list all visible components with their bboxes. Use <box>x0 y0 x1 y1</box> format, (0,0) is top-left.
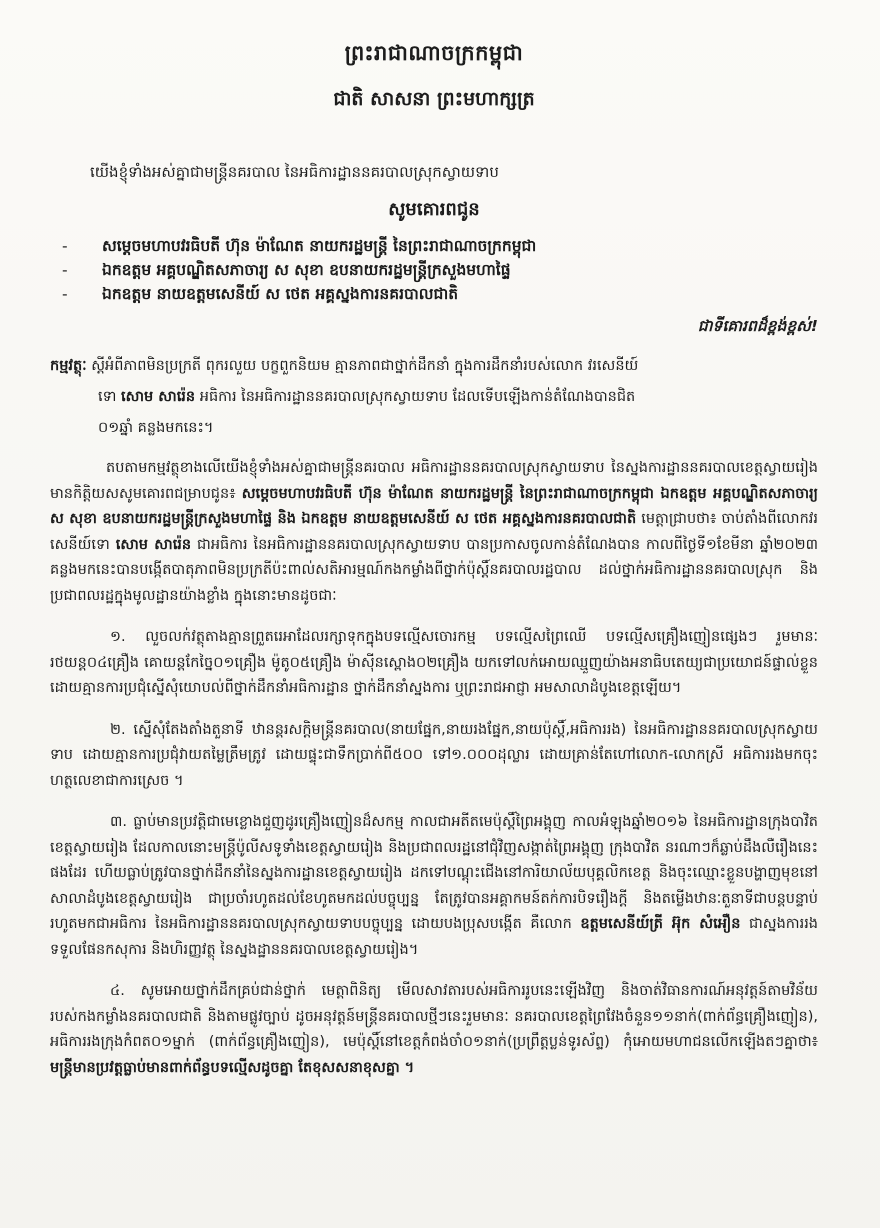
list-item: ៤. សូមអោយថ្នាក់ដឹកគ្រប់ជាន់ថ្នាក់ មេត្តាពិនិត្យ មើលសាវតារបស់អធិការរូបនេះឡើងវិញ និងចាត់វិធានការណ៍អនុវត្តន៍តាមវិន័យរបស់កងកម្លាំងនគរបាលជាតិ និងតាមផ្លូវច្បាប់ ដូចអនុវត្តន៍មន្ត្រីនគរបាលថ្មីៗនេះរួមមានៈ នគរបាលខេត្តព្រៃវែងចំនួន១១នាក់(ពាក់ព័ន្ធគ្រឿងញៀន), អធិការរងក្រុងកំពត០១ម្នាក់ (ពាក់ព័ន្ធគ្រឿងញៀន), មេប៉ុស្តិ៍នៅខេត្តកំពង់ចាំ០១នាក់(ប្រព្រឹត្តប្លន់ទូរស័ព្ទ) កុំអោយមហាជនលើកឡើងតៗគ្នាថា៖ មន្ត្រីមានប្រវត្តធ្លាប់មានពាក់ព័ន្ធបទល្មើសដូចគ្នា តែខុសសនាខុសគ្នា ។ <box>50 983 818 1076</box>
subject-block <box>50 351 818 444</box>
recipient-item: - សម្តេចមហាបវរធិបតី ហ៊ុន ម៉ាណែត នាយករដ្ឋមន្ត្រី នៃព្រះរាជាណាចក្រកម្ពុជា <box>62 237 537 255</box>
subject-line-1: ស្តីអំពីភាពមិនប្រក្រតី ពុករលួយ បក្ខពួកនិយម គ្មានភាពជាថ្នាក់ដឹកនាំ ក្នុងការដឹកនាំរបស់លោក វរសេនីយ៍ <box>91 358 639 374</box>
item-person-name: ឧត្តមសេនីយ៍ត្រី អ៊ុក សំអឿន <box>580 916 741 932</box>
intro-line: យើងខ្ញុំទាំងអស់គ្នាជាមន្ត្រីនគរបាល នៃអធិការដ្ឋាននគរបាលស្រុកស្វាយទាប <box>90 163 499 181</box>
item-bold-conclusion: មន្ត្រីមានប្រវត្តធ្លាប់មានពាក់ព័ន្ធបទល្មើសដូចគ្នា តែខុសសនាខុសគ្នា ។ <box>50 1059 415 1076</box>
list-item: ២. ស្នើសុំតែងតាំងតួនាទី ឋានន្តរសក្តិមន្ត្រីនគរបាល(នាយផ្នែក,នាយរងផ្នែក,នាយប៉ុស្តិ៍,អធិការរង) នៃអធិការដ្ឋាននគរបាលស្រុកស្វាយទាប ដោយគ្មានការប្រជុំវាយតម្លៃត្រឹមត្រូវ ដោយផ្ទុះជាទឹកប្រាក់ពី៥០០ ទៅ១.០០០ដុល្លារ ដោយគ្រាន់តែហៅលោក-លោកស្រី អធិការរងមកចុះហត្ថលេខាជាការស្រេច ។ <box>50 721 818 789</box>
respect-closing: ជាទីគោរពដ៏ខ្ពង់ខ្ពស់! <box>697 317 818 335</box>
recipient-list <box>50 234 818 306</box>
subject-person-name: សោម សារ៉េន <box>121 389 196 405</box>
subject-line-2: ទោ សោម សារ៉េន អធិការ នៃអធិការដ្ឋាននគរបាលស្រុកស្វាយទាប ដែលទើបឡើងកាន់តំណែងបានជិត <box>98 389 636 405</box>
body-paragraph: តបតាមកម្មវត្ថុខាងលើយើងខ្ញុំទាំងអស់គ្នាជាមន្ត្រីនគរបាល អធិការដ្ឋាននគរបាលស្រុកស្វាយទាប នៃស្នងការដ្ឋាននគរបាលខេត្តស្វាយរៀង មានកិត្តិយសសូមគោរពជម្រាបជូន៖ សម្តេចមហាបវរធិបតី ហ៊ុន ម៉ាណែត នាយករដ្ឋមន្ត្រី នៃព្រះរាជាណាចក្រកម្ពុជា ឯកឧត្តម អគ្គបណ្ឌិតសភាចារ្យ ស សុខា ឧបនាយករដ្ឋមន្ត្រីក្រសួងមហាផ្ទៃ និង ឯកឧត្តម នាយឧត្តមសេនីយ៍ ស ថេត អគ្គស្នងការនគរបាលជាតិ មេត្តាជ្រាបថា៖ ចាប់តាំងពីលោកវរសេនីយ៍ទោ សោម សារ៉េន ជាអធិការ នៃអធិការដ្ឋាននគរបាលស្រុកស្វាយទាប បានប្រកាសចូលកាន់តំណែងបាន កាលពីថ្ងៃទី១ខែមីនា ឆ្នាំ២០២៣ គន្លងមកនេះបានបង្កើតបាតុភាពមិនប្រក្រតីប៉ះពាល់សតិអារម្មណ៍កងកម្លាំងពីថ្នាក់ប៉ុស្តិ៍នគរបាលរដ្ឋបាល ដល់ថ្នាក់អធិការដ្ឋាននគរបាលស្រុក និងប្រជាពលរដ្ឋក្នុងមូលដ្ឋានយ៉ាងខ្លាំង ក្នុងនោះមានដូចជាៈ <box>50 460 818 604</box>
recipient-item: - ឯកឧត្តម អគ្គបណ្ឌិតសភាចារ្យ ស សុខា ឧបនាយករដ្ឋមន្ត្រីក្រសួងមហាផ្ទៃ <box>62 261 511 279</box>
national-motto: ជាតិ សាសនា ព្រះមហាក្សត្រ <box>333 88 535 110</box>
addressees-inline: សម្តេចមហាបវរធិបតី ហ៊ុន ម៉ាណែត នាយករដ្ឋមន្ត្រី នៃព្រះរាជាណាចក្រកម្ពុជា ឯកឧត្តម អគ្គបណ្ឌិតសភាចារ្យ ស សុខា ឧបនាយករដ្ឋមន្ត្រីក្រសួងមហាផ្ទៃ និង ឯកឧត្តម នាយឧត្តមសេនីយ៍ ស ថេត អគ្គស្នងការនគរបាលជាតិ <box>50 485 818 527</box>
salutation: សូមគោរពជូន <box>388 199 480 220</box>
subject-line-3: ០១ឆ្នាំ គន្លងមកនេះ។ <box>98 420 214 436</box>
kingdom-header: ព្រះរាជាណាចក្រកម្ពុជា <box>344 41 524 65</box>
subject-label: កម្មវត្ថុៈ <box>50 358 87 374</box>
body-person-name: សោម សារ៉េន <box>115 536 192 553</box>
recipient-item: - ឯកឧត្តម នាយឧត្តមសេនីយ៍ ស ថេត អគ្គស្នងការនគរបាលជាតិ <box>62 285 459 303</box>
list-item: ១. លួចលក់វត្ថុតាងគ្មានព្រួតរេអាដែលរក្សាទុកក្នុងបទល្មើសចោរកម្ម បទល្មើសព្រៃឈើ បទល្មើសគ្រឿងញៀនផ្សេងៗ រួមមានៈរថយន្ត០៤គ្រឿង គោយន្តកែច្នៃ០១គ្រឿង ម៉ូតូ០៥គ្រឿង ម៉ាស៊ីនស្ពោង០២គ្រឿង យកទៅលក់អោយឈ្មួញយ៉ាងអនាធិបតេយ្យជាប្រយោជន៍ផ្ទាល់ខ្លួន ដោយគ្មានការប្រជុំស្នើសុំយោបល់ពីថ្នាក់ដឹកនាំអធិការដ្ឋាន ថ្នាក់ដឹកនាំស្នងការ ឬព្រះរាជអាជ្ញា អមសាលាដំបូងខេត្តឡើយ។ <box>50 629 818 696</box>
list-item: ៣. ធ្លាប់មានប្រវត្តិជាមេខ្លោងជួញដូរគ្រឿងញៀនដ៏សកម្ម កាលជាអតីតមេប៉ុស្តិ៍ព្រៃអង្គុញ កាលអំឡុងឆ្នាំ២០១៦ នៃអធិការដ្ឋានក្រុងបាវិត ខេត្តស្វាយរៀង ដែលកាលនោះមន្ត្រីប៉ូលីសទូទាំងខេត្តស្វាយរៀង និងប្រជាពលរដ្ឋនៅជុំវិញសង្កាត់ព្រៃអង្គុញ ក្រុងបាវិត នរណាៗក៏ឆ្លាប់ដឹងលឺរឿងនេះផងដែរ ហើយធ្លាប់ត្រូវបានថ្នាក់ដឹកនាំនៃស្នងការដ្ឋានខេត្តស្វាយរៀង ដកទៅបណ្តុះជើងនៅការិយាល័យបុគ្គលិកខេត្ត និងចុះឈ្មោះខ្លួនបង្ហាញមុខនៅ សាលាដំបូងខេត្តស្វាយរៀង ជាប្រចាំរហូតដល់ខែហូតមកដល់បច្ចុប្បន្ន តែត្រូវបានអគ្គាកមន៍តក់ការបិទរឿងក្តី និងតម្លើងឋានៈតួនាទីជាបន្តបន្ទាប់រហូតមកជាអធិការ នៃអធិការដ្ឋាននគរបាលស្រុកស្វាយទាបបច្ចុប្បន្ន ដោយបងប្រុសបង្កើត គឺលោក ឧត្តមសេនីយ៍ត្រី អ៊ុក សំអឿន ជាស្នងការរង ទទួលផែនកសុការ និងហិរញ្ញវត្ថុ នៃស្នងដ្ឋាននគរបាលខេត្តស្វាយរៀង។ <box>50 814 819 958</box>
